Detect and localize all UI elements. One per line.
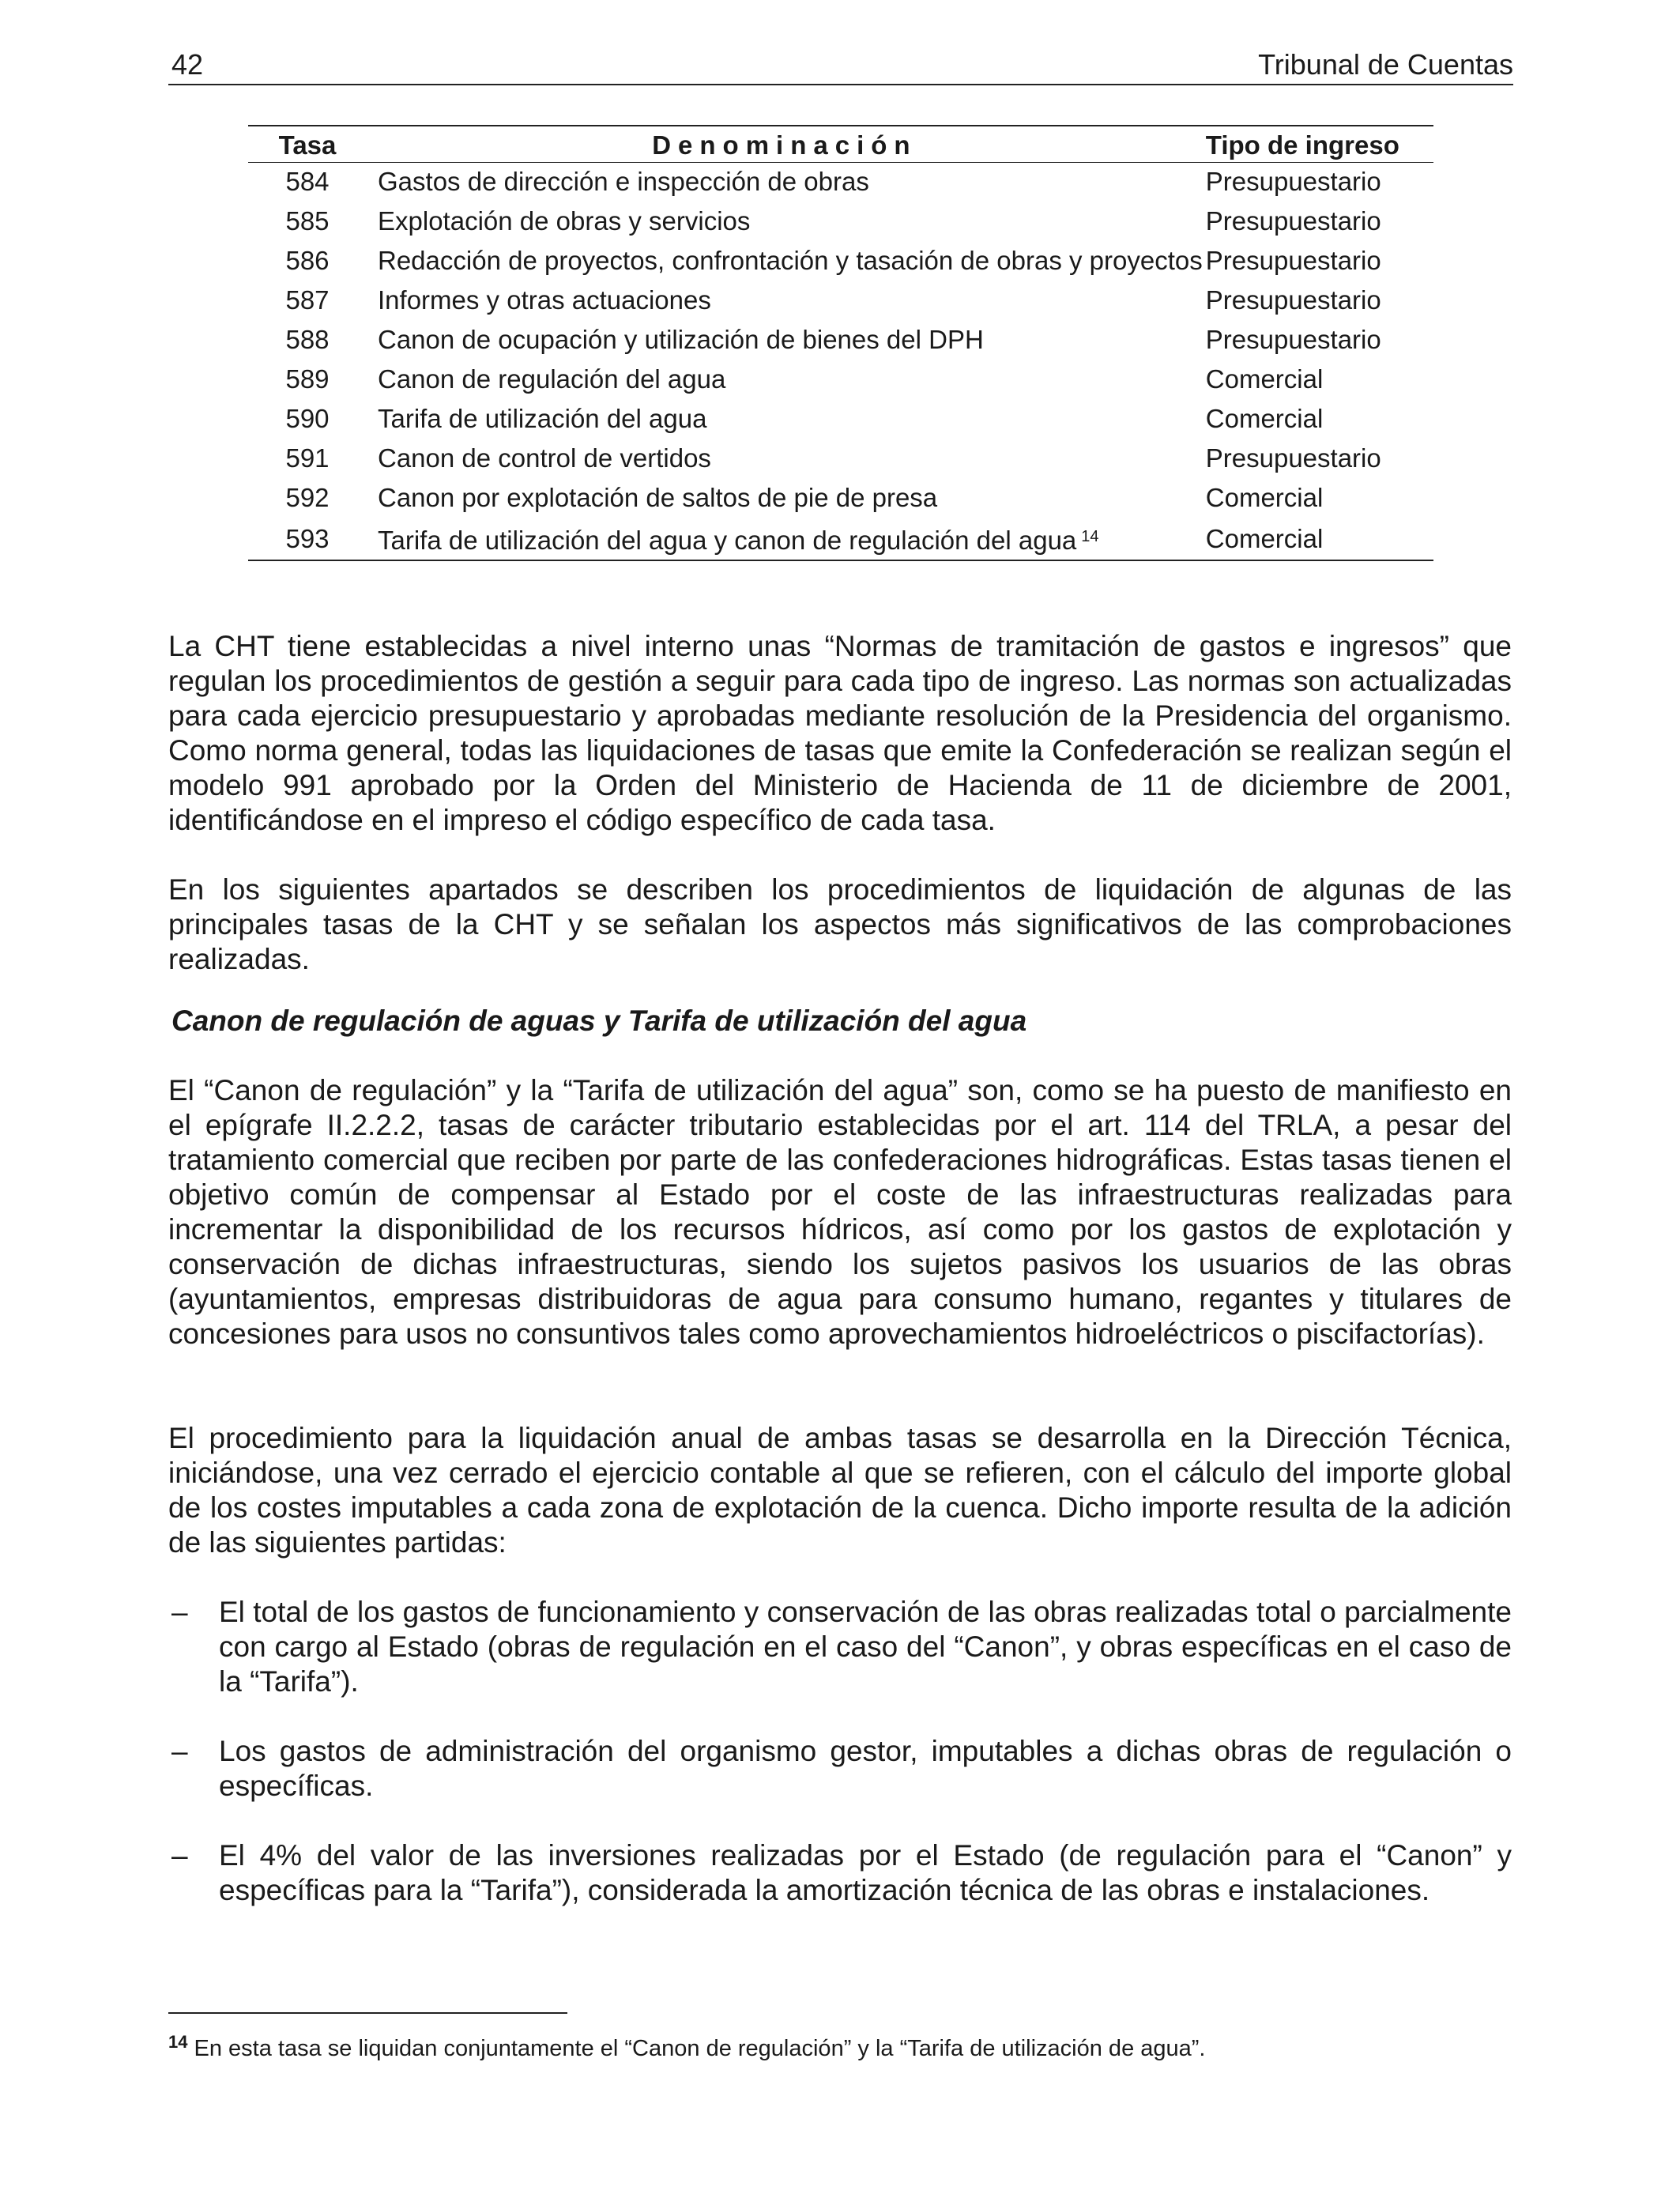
cell-tasa: 592: [285, 483, 330, 512]
cell-tasa: 584: [285, 167, 330, 197]
page-number: 42: [171, 48, 204, 81]
paragraph-normas: La CHT tiene establecidas a nivel interno unas “Normas de tramitación de gastos e ingresos” que regulan los procedimientos de gestión a seguir para cada tipo de ingreso. Las normas son actualizadas para cada ejercicio presupuestario y aprobadas mediante resolución de la Presidencia del organismo. Como norma general, todas las liquidaciones de tasas que emite la Confederación se realizan según el modelo 991 aprobado por la Orden del Ministerio de Hacienda de 11 de diciembre de 2001, identificándose en el impreso el código específico de cada tasa.: [168, 630, 1512, 836]
cell-tipo: Presupuestario: [1205, 167, 1381, 197]
cell-tipo: Presupuestario: [1205, 206, 1381, 236]
footnote-divider: [168, 2012, 567, 2014]
table-row: [248, 439, 1433, 478]
page-header: [168, 49, 1513, 85]
list-item: [168, 1734, 1512, 1804]
column-header-tipo: Tipo de ingreso: [1203, 126, 1433, 162]
list-item-text: El 4% del valor de las inversiones realizadas por el Estado (de regulación para el “Canon” y específicas para la “Tarifa”), considerada la amortización técnica de las obras e instalaciones.: [219, 1839, 1512, 1906]
footnote-number: 14: [168, 2032, 188, 2052]
footnote-text: En esta tasa se liquidan conjuntamente el “Canon de regulación” y la “Tarifa de utilización de agua”.: [194, 2036, 1206, 2061]
bullet-marker: –: [171, 1596, 188, 1628]
cell-tasa: 590: [285, 404, 330, 433]
paragraph-procedimiento: El procedimiento para la liquidación anual de ambas tasas se desarrolla en la Dirección Técnica, iniciándose, una vez cerrado el ejercicio contable al que se refieren, con el cálculo del importe global de los costes imputables a cada zona de explotación de la cuenca. Dicho importe resulta de la adición de las siguientes partidas:: [168, 1422, 1512, 1559]
cell-denominacion: Redacción de proyectos, confrontación y tasación de obras y proyectos: [378, 246, 1203, 275]
cell-tipo: Comercial: [1205, 404, 1324, 433]
cell-tipo: Presupuestario: [1205, 285, 1381, 315]
table-row: [248, 162, 1433, 202]
paragraph-apartados: En los siguientes apartados se describen los procedimientos de liquidación de algunas de las principales tasas de la CHT y se señalan los aspectos más significativos de las comprobaciones realizadas.: [168, 873, 1512, 975]
cell-tasa: 586: [285, 246, 330, 275]
cell-tasa: 585: [285, 206, 330, 236]
footnote-reference[interactable]: 14: [1081, 528, 1099, 545]
running-title: Tribunal de Cuentas: [1258, 48, 1513, 81]
cell-denominacion: Tarifa de utilización del agua: [378, 404, 707, 433]
list-item-text: El total de los gastos de funcionamiento y conservación de las obras realizadas total o parcialmente con cargo al Estado (obras de regulación en el caso del “Canon”, y obras específicas en el caso de la “Tarifa”).: [219, 1596, 1512, 1698]
table-row: [248, 241, 1433, 281]
table-row: [248, 399, 1433, 439]
column-header-denominacion: Denominación: [367, 126, 1203, 162]
cell-denominacion-text: Tarifa de utilización del agua y canon de regulación del agua: [378, 526, 1077, 555]
section-subheading: Canon de regulación de aguas y Tarifa de utilización del agua: [171, 1005, 1027, 1037]
cell-tipo: Comercial: [1205, 364, 1324, 394]
cell-denominacion: Canon de regulación del agua: [378, 364, 726, 394]
table-row: [248, 478, 1433, 518]
cell-denominacion: Informes y otras actuaciones: [378, 285, 711, 315]
tasas-table: [248, 125, 1433, 561]
cell-tipo: Comercial: [1205, 483, 1324, 512]
cell-tipo: Presupuestario: [1205, 246, 1381, 275]
cell-tasa: 593: [248, 518, 367, 560]
bullet-marker: –: [171, 1735, 188, 1767]
table-row: [248, 518, 1433, 560]
paragraph-canon-tarifa: El “Canon de regulación” y la “Tarifa de utilización del agua” son, como se ha puesto de manifiesto en el epígrafe II.2.2.2, tasas de carácter tributario establecidas por el art. 114 del TRLA, a pesar del tratamiento comercial que reciben por parte de las confederaciones hidrográficas. Estas tasas tienen el objetivo común de compensar al Estado por el coste de las infraestructuras realizadas para incrementar la disponibilidad de los recursos hídricos, así como por los gastos de explotación y conservación de dichas infraestructuras, siendo los sujetos pasivos los usuarios de las obras (ayuntamientos, empresas distribuidoras de agua para consumo humano, regantes y titulares de concesiones para usos no consuntivos tales como aprovechamientos hidroeléctricos o piscifactorías).: [168, 1074, 1512, 1350]
list-item: [168, 1838, 1512, 1908]
cell-denominacion: Canon de ocupación y utilización de bienes del DPH: [378, 325, 984, 354]
footnote: [168, 2028, 1205, 2063]
cell-denominacion: [367, 518, 1203, 560]
cell-tipo: Presupuestario: [1205, 325, 1381, 354]
bullet-marker: –: [171, 1839, 188, 1872]
cell-tasa: 589: [285, 364, 330, 394]
column-header-tasa: Tasa: [248, 126, 367, 162]
cell-denominacion: Explotación de obras y servicios: [378, 206, 751, 236]
cell-denominacion: Canon de control de vertidos: [378, 443, 711, 473]
table-row: [248, 281, 1433, 320]
cell-tasa: 588: [285, 325, 330, 354]
list-item-text: Los gastos de administración del organismo gestor, imputables a dichas obras de regulación o específicas.: [219, 1735, 1512, 1802]
cell-tasa: 587: [285, 285, 330, 315]
table-row: [248, 360, 1433, 399]
cell-tipo: Presupuestario: [1205, 443, 1381, 473]
table-header-row: [248, 126, 1433, 162]
table-row: [248, 320, 1433, 360]
cell-denominacion: Gastos de dirección e inspección de obras: [378, 167, 869, 197]
list-item: [168, 1595, 1512, 1699]
cell-denominacion: Canon por explotación de saltos de pie de presa: [378, 483, 938, 512]
table-row: [248, 202, 1433, 241]
cell-tasa: 591: [285, 443, 330, 473]
cell-tipo: Comercial: [1203, 518, 1433, 560]
